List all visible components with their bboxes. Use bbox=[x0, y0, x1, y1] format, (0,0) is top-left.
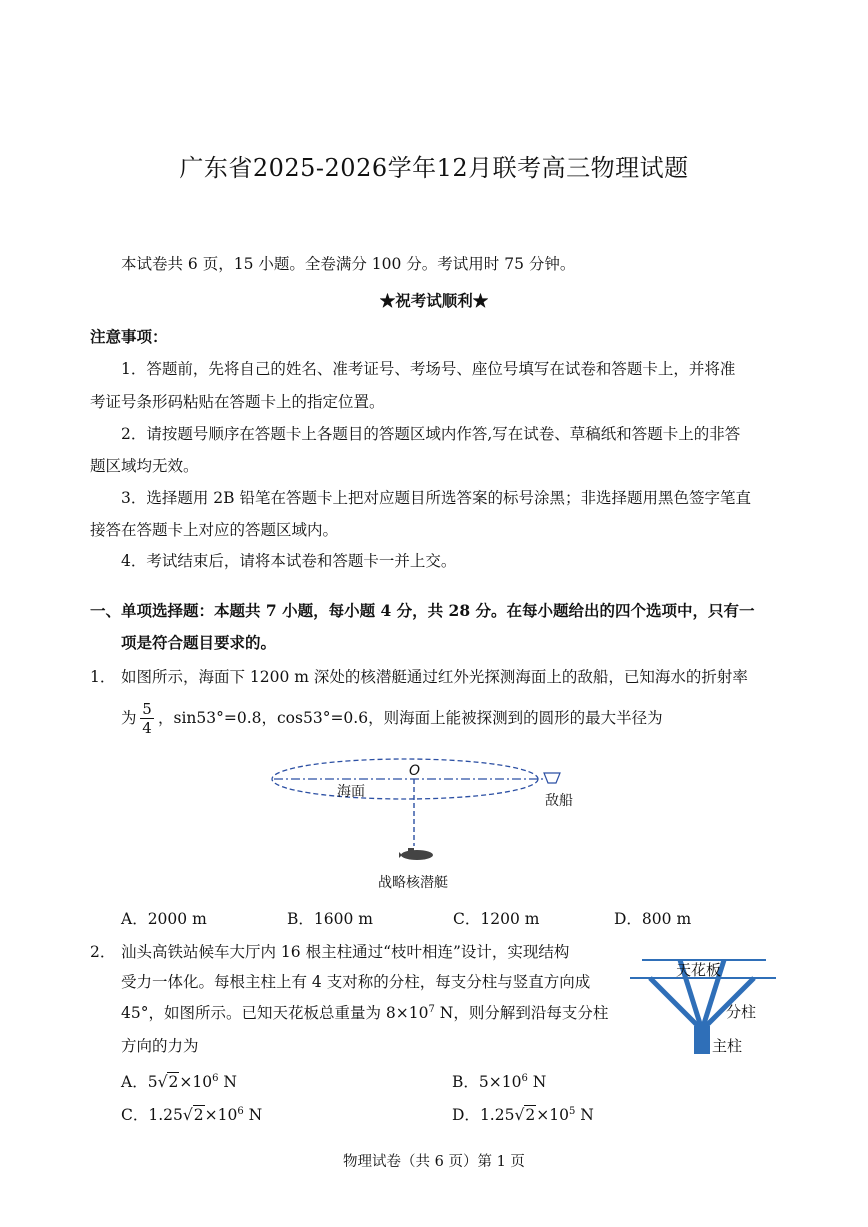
q1-option-b: B．1600 m bbox=[287, 910, 373, 928]
q1-option-d: D．800 m bbox=[614, 910, 692, 928]
option-coef: 1.25 bbox=[479, 1106, 515, 1124]
enemy-ship-icon bbox=[544, 773, 560, 783]
option-coef: 5 bbox=[478, 1073, 489, 1091]
option-exp: 6 bbox=[237, 1106, 244, 1117]
option-label: D． bbox=[452, 1106, 480, 1124]
section-heading-line1: 一、单项选择题：本题共 7 小题，每小题 4 分，共 28 分。在每小题给出的四个选项中，只有一 bbox=[90, 601, 755, 620]
q2-option-b bbox=[452, 1072, 546, 1092]
blessing: ★祝考试顺利★ bbox=[379, 291, 489, 310]
sqrt-symbol: √2 bbox=[182, 1106, 204, 1124]
q1-line1: 如图所示，海面下 1200 m 深处的核潜艇通过红外光探测海面上的敌船，已知海水的折射率 bbox=[121, 668, 748, 686]
section-heading-line2: 项是符合题目要求的。 bbox=[121, 633, 277, 652]
q2-line4: 方向的力为 bbox=[121, 1037, 199, 1055]
page-footer: 物理试卷（共 6 页）第 1 页 bbox=[343, 1154, 525, 1170]
option-unit: N bbox=[243, 1106, 263, 1124]
option-coef: 1.25 bbox=[148, 1106, 183, 1124]
label-branch: 分柱 bbox=[726, 1003, 757, 1021]
q2-line3-b: N，则分解到沿每支分柱 bbox=[434, 1004, 609, 1022]
q2-option-d bbox=[452, 1105, 594, 1125]
option-label: A． bbox=[121, 1073, 148, 1091]
label-main: 主柱 bbox=[712, 1037, 743, 1055]
option-exp: 6 bbox=[212, 1073, 219, 1084]
q2-line3-exp: 7 bbox=[428, 1004, 435, 1015]
option-coef: 5 bbox=[147, 1073, 158, 1091]
radicand: 2 bbox=[525, 1106, 536, 1124]
q2-number: 2． bbox=[90, 943, 116, 961]
exam-intro: 本试卷共 6 页，15 小题。全卷满分 100 分。考试用时 75 分钟。 bbox=[121, 255, 576, 273]
notice-item-1-line2: 考证号条形码粘贴在答题卡上的指定位置。 bbox=[90, 393, 385, 411]
q1-refractive-fraction bbox=[140, 700, 154, 737]
q2-line1: 汕头高铁站候车大厅内 16 根主柱通过“枝叶相连”设计，实现结构 bbox=[121, 943, 570, 961]
radicand: 2 bbox=[193, 1106, 204, 1124]
option-mult: ×10 bbox=[488, 1073, 522, 1091]
q1-figure bbox=[268, 756, 578, 896]
option-mult: ×10 bbox=[536, 1106, 569, 1124]
fraction-numerator: 5 bbox=[140, 700, 154, 719]
q2-figure bbox=[628, 950, 778, 1060]
label-submarine: 战略核潜艇 bbox=[378, 875, 448, 891]
notice-heading: 注意事项： bbox=[90, 327, 168, 346]
notice-item-2-line1: 2．请按题号顺序在答题卡上各题目的答题区域内作答,写在试卷、草稿纸和答题卡上的非答 bbox=[121, 425, 741, 443]
page-title: 广东省2025-2026学年12月联考高三物理试题 bbox=[179, 154, 689, 182]
q2-line3 bbox=[121, 1003, 608, 1023]
q2-line3-a: 45°，如图所示。已知天花板总重量为 8×10 bbox=[121, 1004, 429, 1022]
notice-item-1-line1: 1．答题前，先将自己的姓名、准考证号、考场号、座位号填写在试卷和答题卡上，并将准 bbox=[121, 360, 736, 378]
notice-item-4-line1: 4．考试结束后，请将本试卷和答题卡一并上交。 bbox=[121, 552, 457, 570]
radicand: 2 bbox=[168, 1073, 179, 1091]
submarine-icon bbox=[399, 848, 433, 860]
q1-option-c: C．1200 m bbox=[453, 910, 540, 928]
q1-line2-rest: ，sin53°=0.8，cos53°=0.6，则海面上能被探测到的圆形的最大半径为 bbox=[158, 709, 663, 727]
option-mult: ×10 bbox=[204, 1106, 238, 1124]
notice-item-2-line2: 题区域均无效。 bbox=[90, 457, 199, 475]
option-unit: N bbox=[575, 1106, 594, 1124]
q2-option-c bbox=[121, 1105, 262, 1125]
option-unit: N bbox=[218, 1073, 237, 1091]
notice-item-3-line1: 3．选择题用 2B 铅笔在答题卡上把对应题目所选答案的标号涂黑；非选择题用黑色签字笔直 bbox=[121, 489, 751, 507]
option-mult: ×10 bbox=[179, 1073, 213, 1091]
sqrt-symbol: √2 bbox=[514, 1106, 536, 1124]
main-column bbox=[694, 1026, 710, 1054]
q2-line2: 受力一体化。每根主柱上有 4 支对称的分柱，每支分柱与竖直方向成 bbox=[121, 973, 591, 991]
option-unit: N bbox=[527, 1073, 547, 1091]
option-exp: 6 bbox=[521, 1073, 528, 1084]
sqrt-symbol: √2 bbox=[157, 1073, 179, 1091]
q2-option-a bbox=[121, 1072, 237, 1092]
fraction-denominator: 4 bbox=[142, 719, 152, 737]
q1-line2-prefix: 为 bbox=[121, 709, 137, 727]
q1-option-a: A．2000 m bbox=[121, 910, 207, 928]
q1-number: 1． bbox=[90, 668, 116, 686]
notice-item-3-line2: 接答在答题卡上对应的答题区域内。 bbox=[90, 521, 339, 539]
option-label: B． bbox=[452, 1073, 479, 1091]
option-label: C． bbox=[121, 1106, 149, 1124]
option-exp: 5 bbox=[568, 1106, 576, 1117]
label-ceiling: 天花板 bbox=[676, 961, 722, 979]
label-enemy-ship: 敌船 bbox=[545, 793, 573, 809]
label-sea: 海面 bbox=[337, 784, 365, 800]
label-o: O bbox=[409, 763, 421, 779]
